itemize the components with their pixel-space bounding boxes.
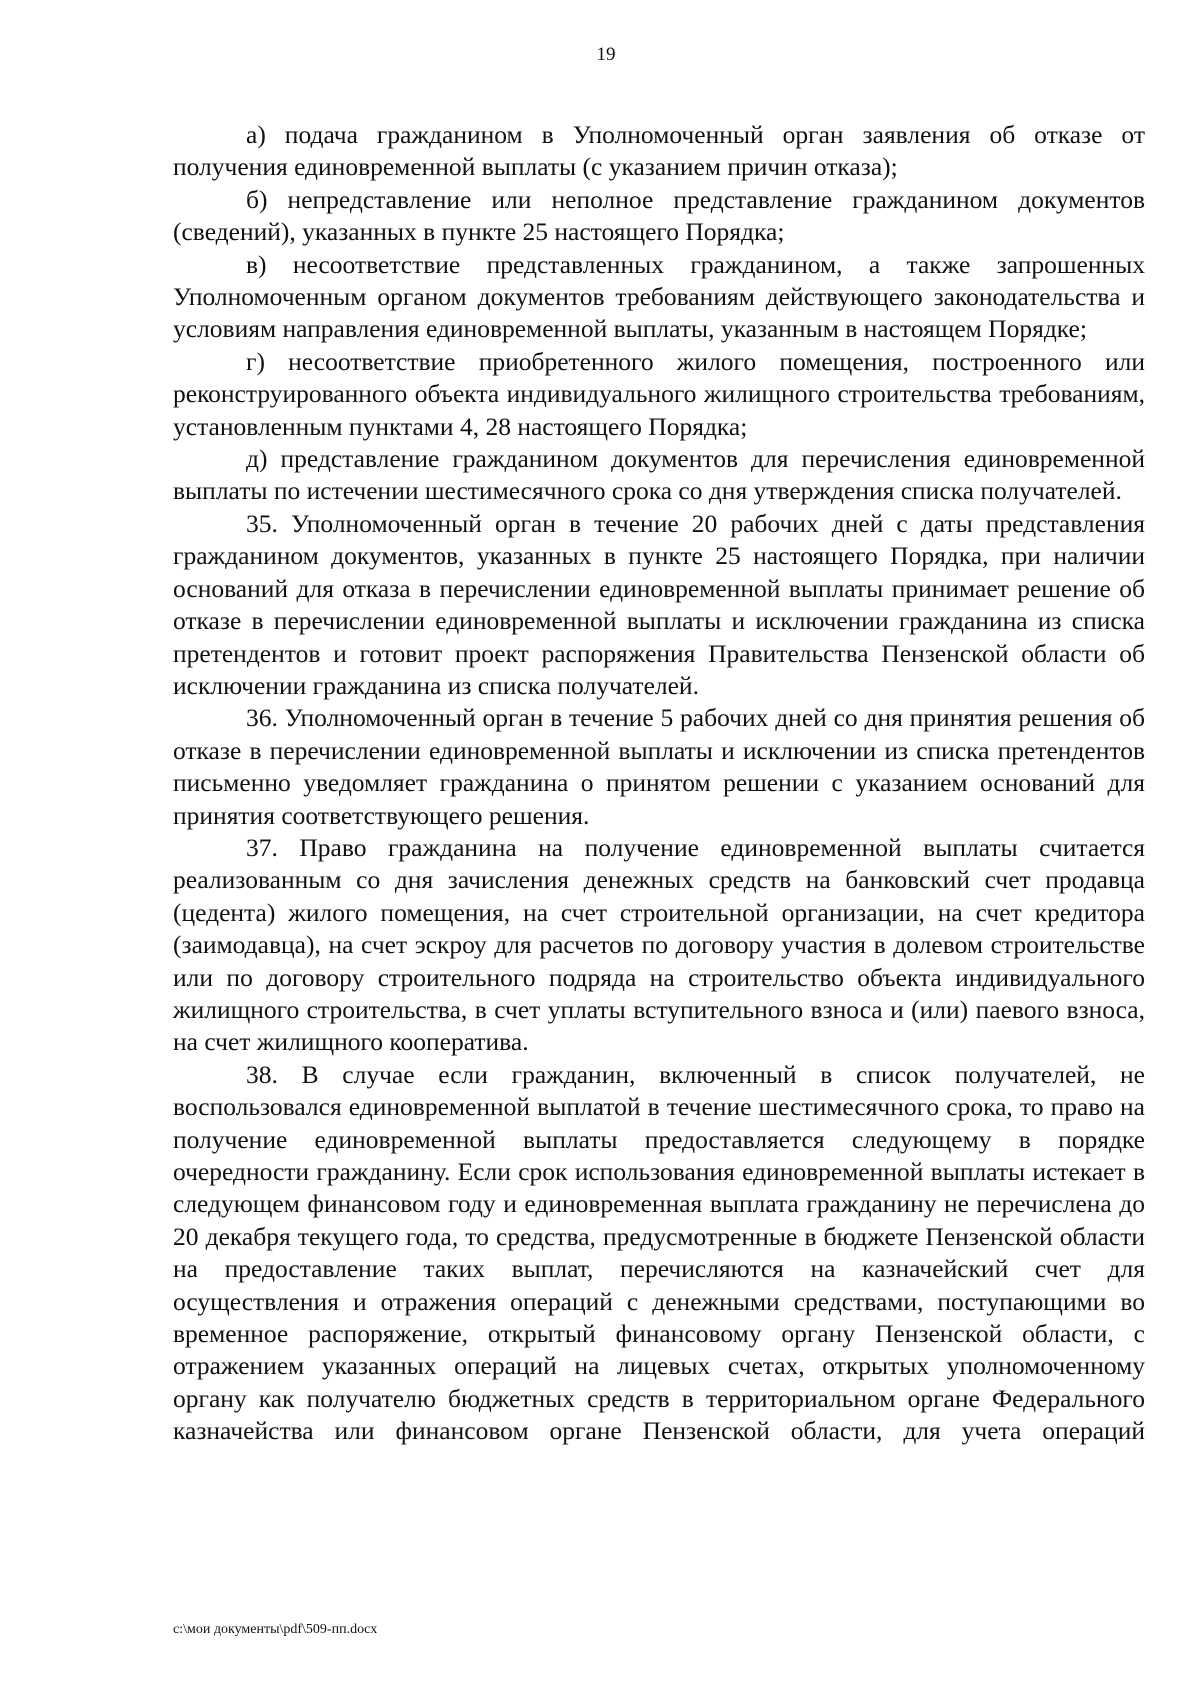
- document-body: [173, 119, 1145, 1448]
- paragraph-b: б) непредставление или неполное представление гражданином документов (сведений), указанных в пункте 25 настоящего Порядка;: [173, 184, 1145, 247]
- page-number: 19: [596, 44, 616, 65]
- paragraph-v: в) несоответствие представленных гражданином, а также запрошенных Уполномоченным органом документов требованиям действующего законодательства и условиям направления единовременной выплаты, указанным в настоящем Порядке;: [173, 249, 1145, 344]
- file-path-footer: c:\мои документы\pdf\509-пп.docx: [173, 1622, 378, 1637]
- paragraph-d: д) представление гражданином документов для перечисления единовременной выплаты по истечении шестимесячного срока со дня утверждения списка получателей.: [173, 444, 1145, 506]
- paragraph-38: 38. В случае если гражданин, включенный в список получателей, не воспользовался единовременной выплатой в течение шестимесячного срока, то право на получение единовременной выплаты предоставляется следующему в порядке очередности гражданину. Если срок использования единовременной выплаты истекает в следующем финансовом году и единовременная выплата гражданину не перечислена до 20 декабря текущего года, то средства, предусмотренные в бюджете Пензенской области на предоставление таких выплат, перечисляются на казначейский счет для осуществления и отражения операций с денежными средствами, поступающими во временное распоряжение, открытый финансовому органу Пензенской области, с отражением указанных операций на лицевых счетах, открытых уполномоченному органу как получателю бюджетных средств в территориальном органе Федерального казначейства или финансовом органе Пензенской области, для учета операций: [173, 1059, 1145, 1446]
- paragraph-a: а) подача гражданином в Уполномоченный орган заявления об отказе от получения единовременной выплаты (с указанием причин отказа);: [173, 120, 1145, 182]
- paragraph-g: г) несоответствие приобретенного жилого помещения, построенного или реконструированного объекта индивидуального жилищного строительства требованиям, установленным пунктами 4, 28 настоящего Порядка;: [173, 346, 1145, 441]
- paragraph-36: 36. Уполномоченный орган в течение 5 рабочих дней со дня принятия решения об отказе в перечислении единовременной выплаты и исключении из списка претендентов письменно уведомляет гражданина о принятом решении с указанием оснований для принятия соответствующего решения.: [173, 703, 1145, 830]
- paragraph-37: 37. Право гражданина на получение единовременной выплаты считается реализованным со дня зачисления денежных средств на банковский счет продавца (цедента) жилого помещения, на счет строительной организации, на счет кредитора (заимодавца), на счет эскроу для расчетов по договору участия в долевом строительстве или по договору строительного подряда на строительство объекта индивидуального жилищного строительства, в счет уплаты вступительного взноса и (или) паевого взноса, на счет жилищного кооператива.: [173, 832, 1145, 1057]
- paragraph-35: 35. Уполномоченный орган в течение 20 рабочих дней с даты представления гражданином документов, указанных в пункте 25 настоящего Порядка, при наличии оснований для отказа в перечислении единовременной выплаты принимает решение об отказе в перечислении единовременной выплаты и исключении гражданина из списка претендентов и готовит проект распоряжения Правительства Пензенской области об исключении гражданина из списка получателей.: [173, 508, 1145, 700]
